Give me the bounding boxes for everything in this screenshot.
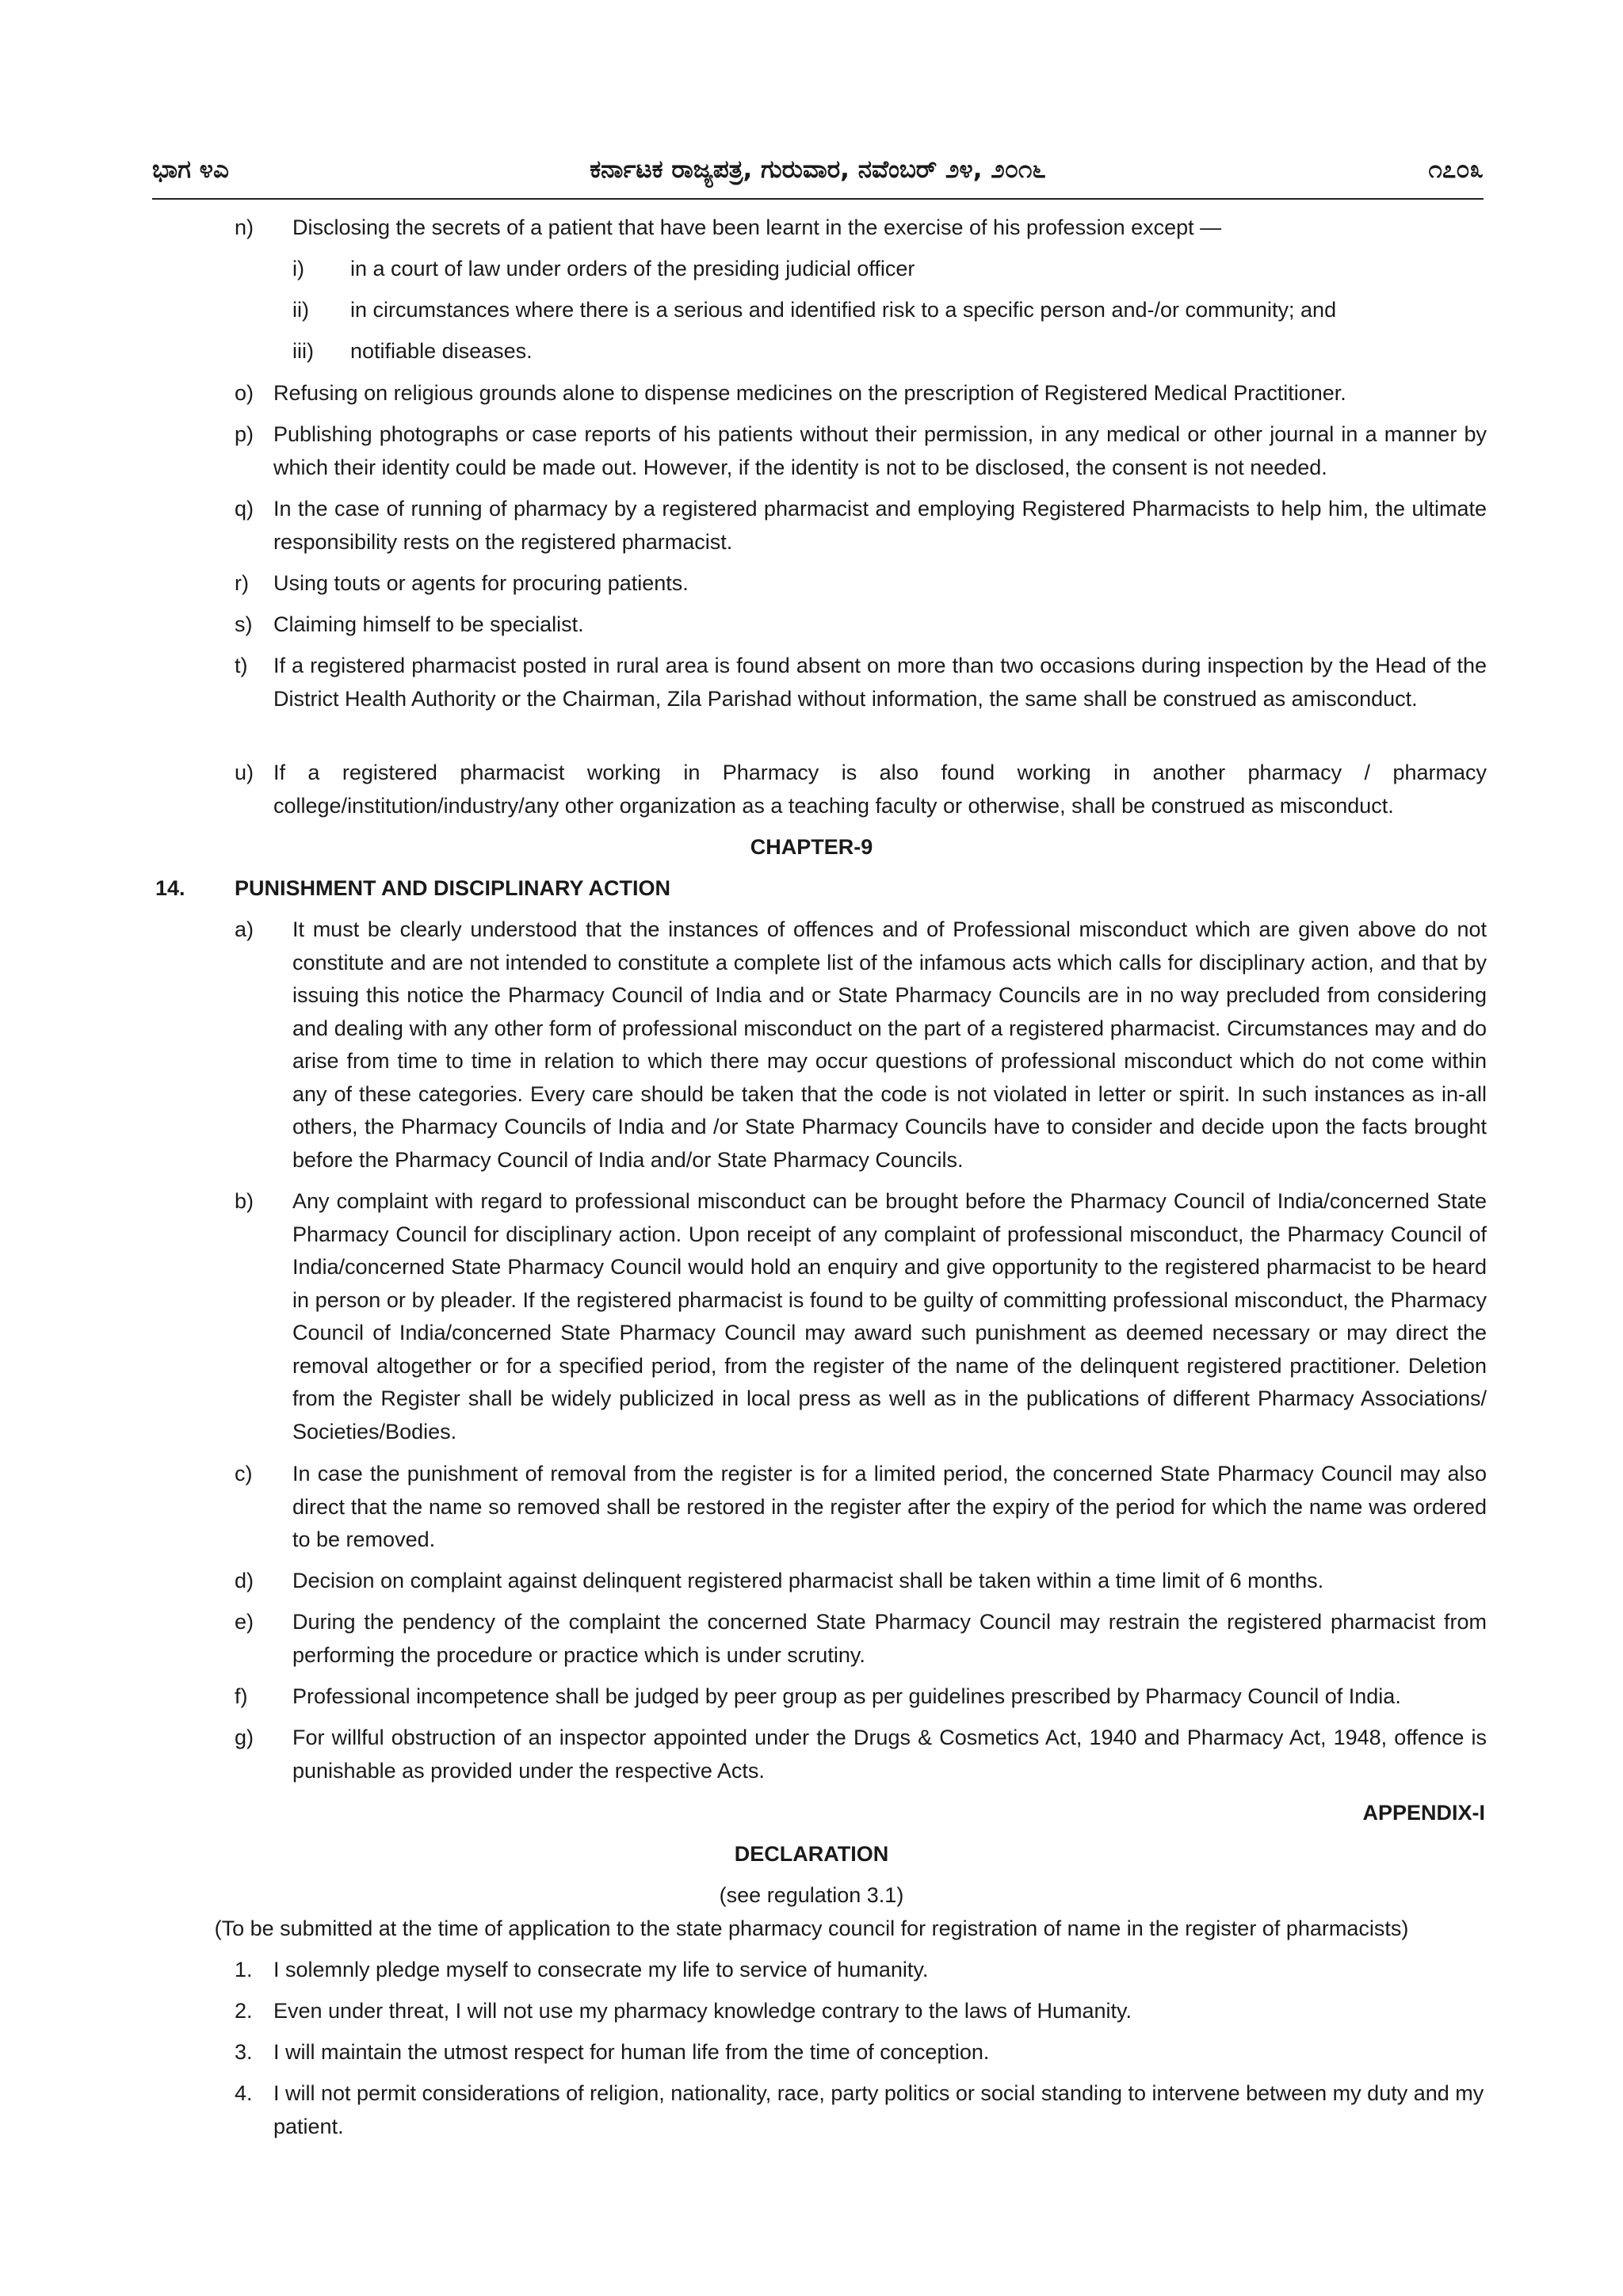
declaration-subtitle: (see regulation 3.1) — [719, 1883, 904, 1907]
item-text: During the pendency of the complaint the concerned State Pharmacy Council may restrain the registered pharmacist from performing the procedure or practice which is under scrutiny. — [292, 1610, 1487, 1667]
item-marker: d) — [235, 1569, 254, 1592]
item-marker: p) — [235, 422, 254, 446]
header-part-label: ಭಾಗ ೪ಎ — [152, 155, 229, 184]
declaration-item-text: I will not permit considerations of religion, nationality, race, party politics or social standing to intervene between my duty and my patient. — [273, 2081, 1484, 2138]
item-marker: c) — [235, 1462, 253, 1486]
chapter-heading: CHAPTER-9 — [750, 835, 873, 859]
declaration-item-text: Even under threat, I will not use my pharmacy knowledge contrary to the laws of Humanity. — [273, 1999, 1132, 2023]
declaration-item-marker: 3. — [235, 2040, 253, 2064]
sub-item-text: notifiable diseases. — [350, 339, 533, 363]
appendix-label: APPENDIX-I — [1362, 1801, 1485, 1825]
item-marker: g) — [235, 1726, 254, 1749]
item-text: For willful obstruction of an inspector appointed under the Drugs & Cosmetics Act, 1940 and Pharmacy Act, 1948, offence is punishable as provided under the respective Acts. — [292, 1726, 1487, 1783]
item-marker: a) — [235, 917, 254, 941]
header-page-number: ೧೭೦೩ — [1428, 155, 1484, 184]
item-text: Decision on complaint against delinquent registered pharmacist shall be taken within a time limit of 6 months. — [292, 1569, 1324, 1592]
sub-item-marker: i) — [292, 257, 304, 280]
declaration-item-marker: 1. — [235, 1958, 253, 1981]
item-text: Professional incompetence shall be judged by peer group as per guidelines prescribed by Pharmacy Council of India. — [292, 1684, 1401, 1708]
item-text: Any complaint with regard to professional misconduct can be brought before the Pharmacy Council of India/concerned State Pharmacy Council for disciplinary action. Upon receipt of any complaint of professional misconduct, the Pharmacy Council of India/concerned State Pharmacy Council would hold an enquiry and give opportunity to the registered pharmacist to be heard in person or by pleader. If the registered pharmacist is found to be guilty of committing professional misconduct, the Pharmacy Council of India/concerned State Pharmacy Council may award such punishment as deemed necessary or may direct the removal altogether or for a specified period, from the register of the name of the delinquent registered practitioner. Deletion from the Register shall be widely publicized in local press as well as in the publications of different Pharmacy Associations/ Societies/Bodies. — [292, 1189, 1487, 1444]
declaration-item-text: I solemnly pledge myself to consecrate my life to service of humanity. — [273, 1958, 929, 1981]
item-text: Claiming himself to be specialist. — [273, 612, 584, 636]
item-marker: r) — [235, 571, 249, 595]
item-marker: o) — [235, 381, 254, 405]
declaration-item-text: I will maintain the utmost respect for human life from the time of conception. — [273, 2040, 990, 2064]
item-marker: f) — [235, 1684, 248, 1708]
item-marker: b) — [235, 1189, 254, 1213]
declaration-note: (To be submitted at the time of application to the state pharmacy council for registration of name in the register of pharmacists) — [214, 1917, 1409, 1940]
item-text: Publishing photographs or case reports of his patients without their permission, in any medical or other journal in a manner by which their identity could be made out. However, if the identity is not to be disclosed, the consent is not needed. — [273, 422, 1487, 479]
item-marker: s) — [235, 612, 253, 636]
item-text: Disclosing the secrets of a patient that have been learnt in the exercise of his profession except — — [292, 215, 1222, 239]
sub-item-marker: ii) — [292, 298, 309, 322]
item-marker: e) — [235, 1610, 254, 1634]
item-text: Refusing on religious grounds alone to dispense medicines on the prescription of Registered Medical Practitioner. — [273, 381, 1346, 405]
item-text: It must be clearly understood that the instances of offences and of Professional misconduct which are given above do not constitute and are not intended to constitute a complete list of the infamous acts which calls for disciplinary action, and that by issuing this notice the Pharmacy Council of India and or State Pharmacy Councils are in no way precluded from considering and dealing with any other form of professional misconduct on the part of a registered pharmacist. Circumstances may and do arise from time to time in relation to which there may occur questions of professional misconduct which do not come within any of these categories. Every care should be taken that the code is not violated in letter or spirit. In such instances as in-all others, the Pharmacy Councils of India and /or State Pharmacy Councils have to consider and decide upon the facts brought before the Pharmacy Council of India and/or State Pharmacy Councils. — [292, 917, 1487, 1172]
page-header — [152, 151, 1484, 200]
item-text: In the case of running of pharmacy by a registered pharmacist and employing Registered Pharmacists to help him, the ultimate responsibility rests on the registered pharmacist. — [273, 497, 1487, 554]
header-gazette-title: ಕರ್ನಾಟಕ ರಾಜ್ಯಪತ್ರ, ಗುರುವಾರ, ನವೆಂಬರ್ ೨೪, ೨೦೧೬ — [590, 155, 1046, 184]
item-marker: q) — [235, 497, 254, 521]
sub-item-text: in a court of law under orders of the presiding judicial officer — [350, 257, 915, 280]
declaration-item-marker: 2. — [235, 1999, 253, 2023]
sub-item-text: in circumstances where there is a serious and identified risk to a specific person and-/or community; and — [350, 298, 1337, 322]
item-marker: u) — [235, 761, 254, 784]
section-title: PUNISHMENT AND DISCIPLINARY ACTION — [235, 876, 671, 900]
item-text: If a registered pharmacist posted in rural area is found absent on more than two occasions during inspection by the Head of the District Health Authority or the Chairman, Zila Parishad without information, the same shall be construed as amisconduct. — [273, 654, 1487, 711]
item-text: In case the punishment of removal from the register is for a limited period, the concerned State Pharmacy Council may also direct that the name so removed shall be restored in the register after the expiry of the period for which the name was ordered to be removed. — [292, 1462, 1487, 1551]
section-number: 14. — [155, 876, 185, 900]
item-marker: t) — [235, 654, 248, 677]
sub-item-marker: iii) — [292, 339, 314, 363]
declaration-title: DECLARATION — [734, 1842, 889, 1866]
item-marker: n) — [235, 215, 254, 239]
declaration-item-marker: 4. — [235, 2081, 253, 2105]
item-text: If a registered pharmacist working in Pharmacy is also found working in another pharmacy / pharmacy college/institution/industry/any other organization as a teaching faculty or otherwise, shall be construed as misconduct. — [273, 761, 1487, 818]
item-text: Using touts or agents for procuring patients. — [273, 571, 689, 595]
